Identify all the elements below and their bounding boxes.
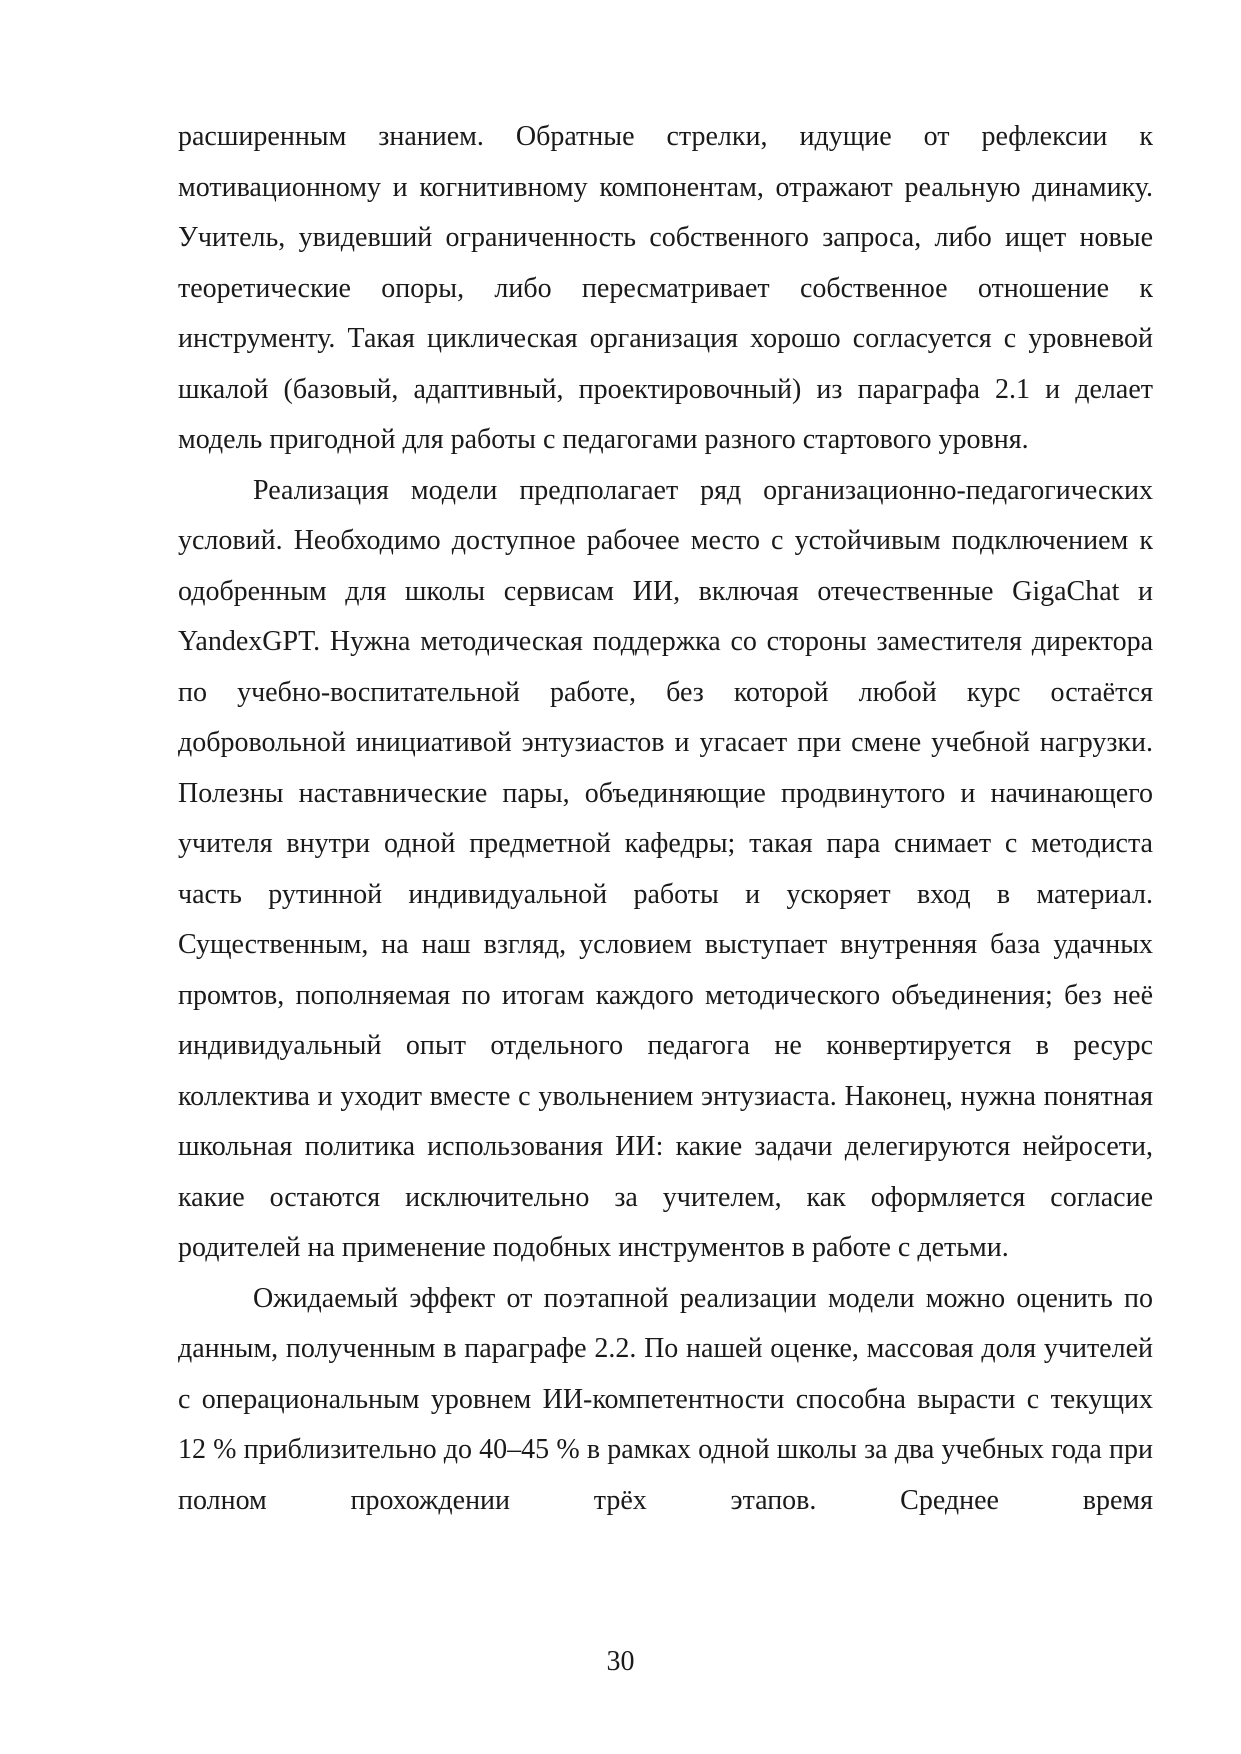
paragraph-3: Ожидаемый эффект от поэтапной реализации модели можно оценить по данным, полученным в параграфе 2.2. По нашей оценке, массовая доля учителей с операциональным уровнем ИИ-компетентности способна вырасти с текущих 12 % приблизительно до 40–45 % в рамках одной школы за два учебных года при полном прохождении трёх этапов. Среднее время	[178, 1282, 1153, 1516]
page-number: 30	[606, 1646, 635, 1677]
paragraph-1: расширенным знанием. Обратные стрелки, идущие от рефлексии к мотивационному и когнитивному компонентам, отражают реальную динамику. Учитель, увидевший ограниченность собственного запроса, либо ищет новые теоретические опоры, либо пересматривает собственное отношение к инструменту. Такая циклическая организация хорошо согласуется с уровневой шкалой (базовый, адаптивный, проектировочный) из параграфа 2.1 и делает модель пригодной для работы с педагогами разного стартового уровня.	[178, 121, 1153, 455]
paragraph-2: Реализация модели предполагает ряд организационно-педагогических условий. Необходимо доступное рабочее место с устойчивым подключением к одобренным для школы сервисам ИИ, включая отечественные GigaChat и YandexGPT. Нужна методическая поддержка со стороны заместителя директора по учебно-воспитательной работе, без которой любой курс остаётся добровольной инициативой энтузиастов и угасает при смене учебной нагрузки. Полезны наставнические пары, объединяющие продвинутого и начинающего учителя внутри одной предметной кафедры; такая пара снимает с методиста часть рутинной индивидуальной работы и ускоряет вход в материал. Существенным, на наш взгляд, условием выступает внутренняя база удачных промтов, пополняемая по итогам каждого методического объединения; без неё индивидуальный опыт отдельного педагога не конвертируется в ресурс коллектива и уходит вместе с увольнением энтузиаста. Наконец, нужна понятная школьная политика использования ИИ: какие задачи делегируются нейросети, какие остаются исключительно за учителем, как оформляется согласие родителей на применение подобных инструментов в работе с детьми.	[178, 474, 1153, 1263]
body-text	[178, 112, 1153, 1526]
